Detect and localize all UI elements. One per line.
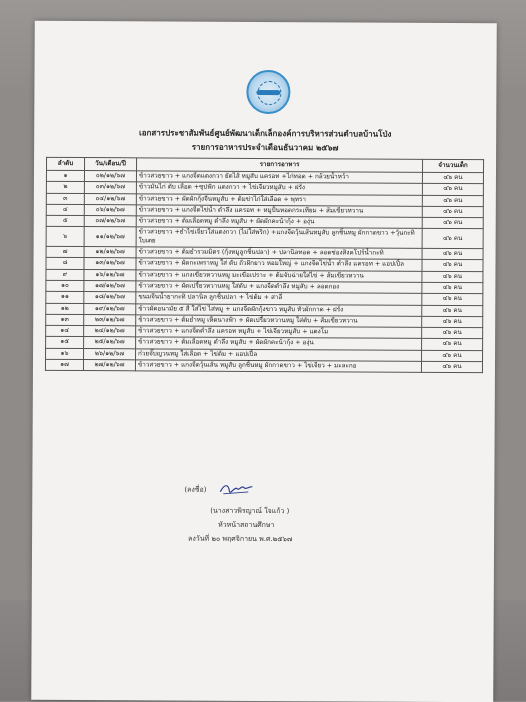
- row-count: ๔๖ คน: [422, 195, 483, 207]
- row-menu: ข้าวสวยขาว + แกงเขียวหวานหมู มะเขือเปราะ + ต้มจับฉ่ายใส่ไข่ + ส้มเขียวหวาน: [136, 270, 422, 283]
- row-date: ๒๔/๑๒/๖๗: [84, 326, 136, 338]
- row-no: ๑๒: [46, 303, 84, 314]
- row-count: ๔๖ คน: [422, 229, 483, 249]
- document-subtitle: รายการอาหารประจำเดือนธันวาคม ๒๕๖๗: [191, 142, 339, 153]
- row-count: ๔๖ คน: [422, 206, 483, 218]
- row-no: ๑๐: [46, 280, 84, 291]
- row-count: ๔๖ คน: [422, 184, 483, 196]
- row-date: ๐๒/๑๒/๖๗: [84, 171, 136, 183]
- row-menu: ข้าวสวยขาว + แกงจืดตำลึง แครอท หมูสับ + ไข่เจียวหมูสับ + แตงโม: [136, 326, 422, 339]
- row-no: ๑๗: [45, 359, 83, 370]
- row-menu: ข้าวสวยขาว + ต้มยำรวมมิตร (กุ้งหมูลูกชิ้นปลา) + ปลานิลทอด + ลอดช่องสิงคโปร์น้ำกะทิ: [136, 247, 422, 260]
- header-count: จำนวนเด็ก: [422, 159, 483, 172]
- signer-position: หัวหน้าสถานศึกษา: [218, 520, 275, 530]
- header-menu: รายการอาหาร: [136, 158, 422, 172]
- row-menu: ขนมจีนน้ำยากะทิ ปลานิล ลูกชิ้นปลา + ไข่ต้ม + สาลี่: [136, 292, 422, 305]
- row-no: ๔: [46, 204, 84, 215]
- signature-label: (ลงชื่อ): [184, 485, 207, 494]
- row-menu: ข้าวสวยขาว + แกงจืดไข่น้ำ ตำลึง แครอท + หมูปั้นทอดกระเทียม + ส้มเขียวหวาน: [136, 205, 422, 218]
- row-no: ๑๔: [46, 326, 84, 337]
- row-no: ๖: [46, 227, 84, 247]
- row-no: ๑๑: [46, 292, 84, 303]
- row-date: ๒๗/๑๒/๖๗: [83, 360, 135, 372]
- row-no: ๑: [46, 170, 84, 181]
- table-row: [45, 359, 482, 373]
- row-menu: ข้าวมันไก่ ตับ เลือด +ซุปฟัก แตงกวา + ไข่เจียวหมูสับ + ฝรั่ง: [136, 182, 422, 195]
- row-date: ๒๕/๑๒/๖๗: [84, 337, 136, 349]
- row-date: ๒๓/๑๒/๖๗: [84, 314, 136, 326]
- document-page: [31, 21, 497, 702]
- row-date: ๐๖/๑๒/๖๗: [84, 204, 136, 216]
- row-date: ๐๔/๑๒/๖๗: [84, 193, 136, 205]
- row-menu: ข้าวสวยขาว + แกงจืดวุ้นเส้น หมูสับ ลูกชิ้นหมู ผักกาดขาว + ไข่เจียว + มะละกอ: [135, 360, 421, 373]
- row-count: ๔๖ คน: [422, 305, 483, 317]
- row-menu: ข้าวสวยขาว + ต้มยำหมู เห็ดนางฟ้า + ผัดเปรี้ยวหวานหมู ใส่ตับ + ส้มเขียวหวาน: [136, 315, 422, 328]
- row-menu: ก๋วยจั๊บญวนหมู ใส่เลือด + ไข่ต้ม + แอปเปิ้ล: [136, 349, 422, 362]
- row-count: ๔๖ คน: [422, 172, 483, 184]
- row-no: ๒: [46, 182, 84, 193]
- signature-date: ลงวันที่ ๒๐ พฤศจิกายน พ.ศ.๒๕๖๗: [188, 534, 293, 544]
- row-date: ๑๑/๑๒/๖๗: [84, 227, 136, 247]
- row-date: ๒๖/๑๒/๖๗: [84, 348, 136, 360]
- row-date: ๑๙/๑๒/๖๗: [84, 303, 136, 315]
- row-count: ๔๖ คน: [422, 282, 483, 294]
- row-menu: ข้าวสวยขาว + ผัดผักกุ้งจีนหมูสับ + ต้มข่าไก่ใส่เลือด + พุทรา: [136, 193, 422, 206]
- row-count: ๔๖ คน: [422, 327, 483, 339]
- row-date: ๐๓/๑๒/๖๗: [84, 182, 136, 194]
- row-menu: ข้าวสวยขาว + ต้มเลือดหมู ตำลึง หมูสับ + ผัดผักคะน้ากุ้ง + องุ่น: [136, 337, 422, 350]
- row-date: ๑๗/๑๒/๖๗: [84, 281, 136, 293]
- row-count: ๔๖ คน: [422, 339, 483, 351]
- signer-name: (นางสาวพิรญาณ์ ใจแก้ว ): [210, 506, 290, 516]
- row-menu: ข้าวสวยขาว + แกงจืดแตงกวา ยัดไส้ หมูสับ แครอท +ไก่ทอด + กล้วยน้ำหว้า: [136, 171, 422, 184]
- row-no: ๗: [46, 246, 84, 257]
- document-title: เอกสารประชาสัมพันธ์ศูนย์พัฒนาเด็กเล็กองค์การบริหารส่วนตำบลบ้านโป่ง: [139, 128, 392, 139]
- row-menu: ข้าวสวยขาว + ผัดกะเพราหมู ใส่ ตับ ถั่วฝักยาว หอมใหญ่ + แกงจืดไข่น้ำ ตำลึง แครอท + แอปเปิ้ล: [136, 258, 422, 271]
- row-count: ๔๖ คน: [422, 294, 483, 306]
- header-date: วัน/เดือน/ปี: [84, 158, 136, 171]
- header-no: ลำดับ: [46, 157, 84, 170]
- row-no: ๑๓: [46, 314, 84, 325]
- row-date: ๑๓/๑๒/๖๗: [84, 258, 136, 270]
- table-row: [46, 227, 483, 249]
- row-no: ๙: [46, 269, 84, 280]
- handwritten-signature: [218, 480, 254, 498]
- row-count: ๔๖ คน: [422, 218, 483, 230]
- row-no: ๕: [46, 216, 84, 227]
- row-count: ๔๖ คน: [422, 271, 483, 283]
- row-count: ๔๖ คน: [422, 248, 483, 260]
- row-date: ๑๒/๑๒/๖๗: [84, 247, 136, 259]
- row-count: ๔๖ คน: [421, 361, 482, 373]
- row-no: ๑๖: [46, 348, 84, 359]
- row-count: ๔๖ คน: [422, 316, 483, 328]
- row-count: ๔๖ คน: [422, 260, 483, 272]
- row-menu: ข้าวสวยขาว + ผัดเปรี้ยวหวานหมู ใส่ตับ + แกงจืดตำลึง หมูสับ + ลอดกอง: [136, 281, 422, 294]
- row-menu: ข้าวผัดอนามัย ๕ สี ใส่ไข่ ไส่หมู + แกงจืดผักกุ้งขาว หมูสับ หัวผักกาด + ฝรั่ง: [136, 303, 422, 316]
- organization-seal-icon: [246, 70, 290, 114]
- row-no: ๓: [46, 193, 84, 204]
- row-no: ๘: [46, 258, 84, 269]
- row-date: ๑๖/๑๒/๖๗: [84, 269, 136, 281]
- menu-table: [45, 157, 484, 374]
- row-count: ๔๖ คน: [422, 350, 483, 362]
- row-date: ๐๗/๑๒/๖๗: [84, 216, 136, 228]
- seal-emblem: [256, 90, 280, 95]
- row-menu: ข้าวสวยขาว + ต้มเลือดหมู ตำลึง หมูสับ + ผัดผักคะน้ากุ้ง + องุ่น: [136, 216, 422, 229]
- row-menu: ข้าวสวยขาว +ยำไข่เจียวใส่แตงกวา (ไม่ใส่พริก) +แกงจืดวุ้นเส้นหมูสับ ลูกชิ้นหมู ผักกาดขาว +วุ้นกะทิใบเตย: [136, 227, 422, 248]
- row-date: ๑๘/๑๒/๖๗: [84, 292, 136, 304]
- row-no: ๑๕: [46, 337, 84, 348]
